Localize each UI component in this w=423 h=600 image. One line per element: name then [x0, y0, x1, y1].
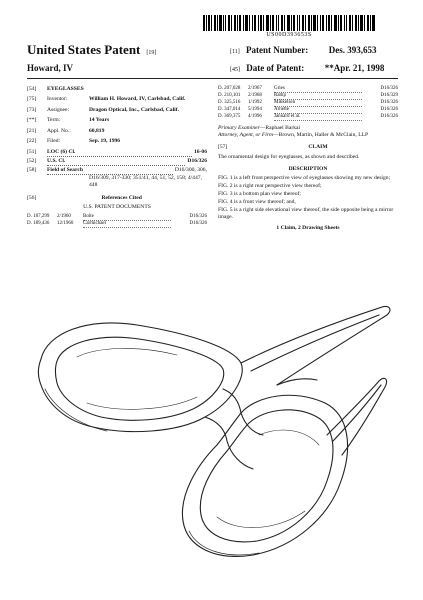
- claim-heading: [57] CLAIM: [218, 144, 328, 150]
- term-value: 14 Years: [89, 117, 110, 123]
- figure-description: FIG. 1 is a left front perspective view of eyeglasses showing my new design;: [218, 175, 391, 181]
- patent-number-row: [230, 45, 377, 55]
- inventor-field: [75] Inventor: William H. Howard, IV, Carlsbad, Calif.: [27, 96, 207, 103]
- reference-row: D. 187,299 2/1960 Bolte D16/326: [27, 214, 207, 219]
- figure-description: FIG. 4 is a front view thereof; and,: [218, 199, 296, 205]
- date-value: **Apr. 21, 1998: [324, 63, 385, 73]
- us-classification: [52] U.S. Cl. D16/326: [27, 158, 207, 164]
- appl-no-field: [21] Appl. No.: 60,819: [27, 128, 207, 135]
- eyeglasses-drawing-icon: [27, 285, 407, 585]
- barcode-number: US00D393653S: [266, 32, 312, 38]
- references-subheading: U.S. PATENT DOCUMENTS: [83, 204, 151, 210]
- references-heading: [56] References Cited: [27, 195, 142, 201]
- patent-title-header: [27, 42, 156, 58]
- figure-description: FIG. 5 is a right side elevational view thereof, the side opposite being a mirror image.: [218, 207, 394, 220]
- assignee-field: [73] Assignee: Dragon Optical, Inc., Carlsbad, Calif.: [27, 107, 207, 114]
- figure-description: FIG. 3 is a bottom plan view thereof;: [218, 191, 301, 197]
- date-of-patent-row: [230, 63, 384, 73]
- patent-number-value: Des. 393,653: [328, 45, 377, 55]
- claims-sheets: 1 Claim, 2 Drawing Sheets: [276, 225, 340, 231]
- field-of-search-values: D16/309, 317-330; 351/41, 44, 51, 52, 158; 4/447, 448: [89, 175, 202, 188]
- reference-row: D. 325,516 1/1992 Mikkelsen D16/326: [218, 100, 398, 105]
- barcode: [203, 15, 375, 31]
- header-divider: [27, 78, 398, 79]
- left-column: [27, 86, 207, 228]
- attorney: Attorney, Agent, or Firm—Brown, Martin, Haller & McClain, LLP: [218, 132, 369, 138]
- reference-row: D. 207,028 2/1967 Gries D16/326: [218, 86, 398, 91]
- figure-description: FIG. 2 is a right rear perspective view thereof;: [218, 183, 322, 189]
- assignee-value: Dragon Optical, Inc., Carlsbad, Calif.: [89, 107, 179, 113]
- date-code: [45]: [230, 67, 240, 73]
- primary-examiner: Primary Examiner—Raphael Barkai: [218, 125, 301, 131]
- description-heading: DESCRIPTION: [288, 166, 328, 172]
- inventor-value: William H. Howard, IV, Carlsbad, Calif.: [89, 96, 186, 102]
- invention-title: EYEGLASSES: [47, 86, 84, 92]
- reference-row: D. 369,375 4/1996 Jannard et al. D16/326: [218, 114, 398, 119]
- patent-number-label: Patent Number:: [246, 45, 309, 55]
- appl-no-value: 60,819: [89, 128, 105, 134]
- title-code: [19]: [146, 50, 157, 56]
- reference-row: D. 347,014 5/1994 Arnette D16/326: [218, 107, 398, 112]
- field-of-search: [58] Field of Search D16/300, 306,: [27, 167, 207, 173]
- filed-value: Sep. 19, 1996: [89, 138, 121, 144]
- claim-text: The ornamental design for eyeglasses, as shown and described.: [218, 154, 360, 160]
- filed-field: [22] Filed: Sep. 19, 1996: [27, 138, 207, 145]
- date-label: Date of Patent:: [246, 63, 305, 73]
- patent-number-code: [11]: [230, 49, 240, 55]
- title-field: [54] EYEGLASSES: [27, 86, 207, 93]
- reference-row: D. 210,101 2/1968 Ramp D16/329: [218, 93, 398, 98]
- reference-row: D. 189,436 12/1960 Carmichael D16/326: [27, 221, 207, 226]
- loc-classification: [51] LOC (6) Cl. 16-06: [27, 149, 207, 155]
- right-column: [218, 86, 398, 232]
- title-text: United States Patent: [27, 42, 141, 57]
- inventor-surname: Howard, IV: [27, 63, 74, 73]
- term-field: [**] Term: 14 Years: [27, 117, 207, 124]
